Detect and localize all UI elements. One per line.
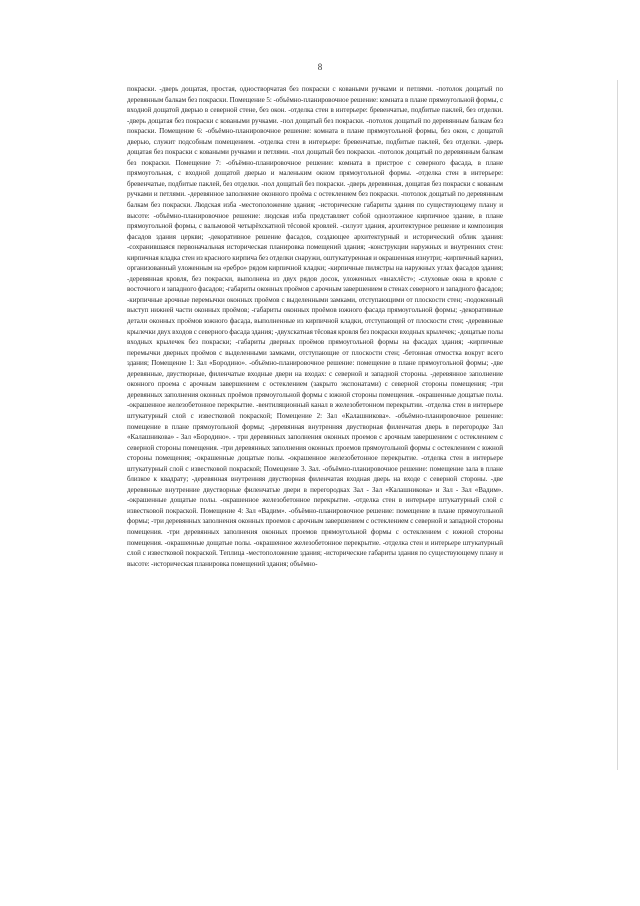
body-paragraph: покраски. -дверь дощатая, простая, одностворчатая без покраски с коваными ручками и петлями. -потолок дощатый по деревянным балкам без покраски. Помещение 5: -объёмно-планировочное решение: комната в плане прямоугольной формы, с входной дощатой дверью в северной стене, без окон. -отделка стен в интерьере: бревенчатые, подбитые паклей, без отделки. -дверь дощатая без покраски с коваными ручками. -пол дощатый без покраски. -потолок дощатый по деревянным балкам без покраски. Помещение 6: -объёмно-планировочное решение: комната в плане прямоугольной формы, без окон, с дощатой дверью, служит подсобным помещением. -отделка стен в интерьере: бревенчатые, подбитые паклей, без отделки. -дверь дощатая без покраски с коваными ручками и петлями. -пол дощатый без покраски. -потолок дощатый по деревянным балкам без покраски. Помещение 7: -объёмно-планировочное решение: комната в пристрое с северного фасада, в плане прямоугольная, с входной дощатой дверью и маленьким окном прямоугольной формы. -отделка стен в интерьере: бревенчатые, подбитые паклей, без отделки. -пол дощатый без покраски. -дверь деревянная, дощатая без покраски с кованым ручками и петлями. -деревянное заполнение оконного проёма с остеклением без покраски. -потолок дощатый по деревянным балкам без покраски. Людская изба -местоположение здания; -исторические габариты здания по существующему плану и высоте: -объёмно-планировочное решение: людская изба представляет собой одноэтажное кирпичное здание, в плане прямоугольной формы, с вальмовой четырёхскатной тёсовой кровлей. -силуэт здания, архитектурное решение и композиция фасадов здания церкви; -декоративное решение фасадов, создающее архитектурный и исторический облик здания: -сохранившаяся первоначальная историческая планировка помещений здания; -конструкции наружных и внутренних стен: кирпичная кладка стен из красного кирпича без отделки снаружи, оштукатуренная и окрашенная изнутри; -кирпичный карниз, организованный уложенным на «ребро» рядом кирпичной кладки; -кирпичные пилястры на наружных углах фасадов здания; -деревянная кровля, без покраски, выполнена из двух рядов досок, уложенных «внахлёст»; -слуховые окна в кровле с восточного и западного фасадов; -габариты оконных проёмов с арочным завершением в стенах северного и западного фасадов; -кирпичные арочные перемычки оконных проёмов с выделенными замками, отступающими от плоскости стен; -подоконный выступ нижней части оконных проёмов; -габариты оконных проёмов южного фасада прямоугольной формы; -декоративные детали оконных проёмов южного фасада, выполненные из кирпичной кладки, отступающей от плоскости стен; -деревянные крылечки двух входов с северного фасада здания; -двухскатная тёсовая кровля без покраски входных крылечек; -дощатые полы входных крылечек без покраски; -габариты дверных проёмов прямоугольной формы на фасадах здания; -кирпичные перемычки дверных проёмов с выделенными замками, отступающие от плоскости стен; -бетонная отмостка вокруг всего здания; Помещение 1: Зал «Бородино». -объёмно-планировочное решение: помещение в плане прямоугольной формы; -две деревянные, двустворные, филенчатые входные двери на входах: с северной и западной стороны. -деревянное заполнение оконного проема с арочным завершением с остеклением (закрыто экспонатами) с северной стороны помещения; -три деревянных заполнения оконных проёмов прямоугольной формы с южной стороны помещения. -окрашенные дощатые полы. -окрашенное железобетонное перекрытие. -вентиляционный канал в железобетонном перекрытии. -отделка стен в интерьере штукатурный слой с известковой покраской; Помещение 2: Зал «Калашникова». -объёмно-планировочное решение: помещение в плане прямоугольной формы; -деревянная внутренняя двустворная филенчатая дверь в перегородке Зал «Калашникова» - Зал «Бородино». - три деревянных заполнения оконных проемов с арочным завершением с остеклением с северной стороны помещения. -три деревянных заполнения оконных проемов прямоугольной формы с остеклением с южной стороны помещения; -окрашенные дощатые полы. -окрашенное железобетонное перекрытие. -отделка стен в интерьере штукатурный слой с известковой покраской; Помещение 3. Зал. -объёмно-планировочное решение: помещение зала в плане близкое к квадрату; -деревянная внутренняя двустворная филенчатая входная дверь на входе с северной стороны. -две деревянные внутренние двустворные филенчатые двери в перегородках Зал - Зал «Калашникова» и Зал - Зал «Вадим». -окрашенные дощатые полы. -окрашенное железобетонное перекрытие. -отделка стен в интерьере штукатурный слой с известковой покраской. Помещение 4: Зал «Вадим». -объёмно-планировочное решение: помещение в плане прямоугольной формы; -три деревянных заполнения оконных проемов с арочным завершением с остеклением с северной и западной стороны помещения. -три деревянных заполнения оконных проемов прямоугольной формы с остеклением с южной стороны помещения. -окрашенные дощатые полы. -окрашенное железобетонное перекрытие. -отделка стен и интерьере штукатурный слой с известковой покраской. Теплица -местоположение здания; -исторические габариты здания по существующему плану и высоте: -историческая планировка помещений здания; объёмно- <box>127 85 503 568</box>
scan-edge-line <box>617 80 618 770</box>
page-number: 8 <box>317 62 323 72</box>
